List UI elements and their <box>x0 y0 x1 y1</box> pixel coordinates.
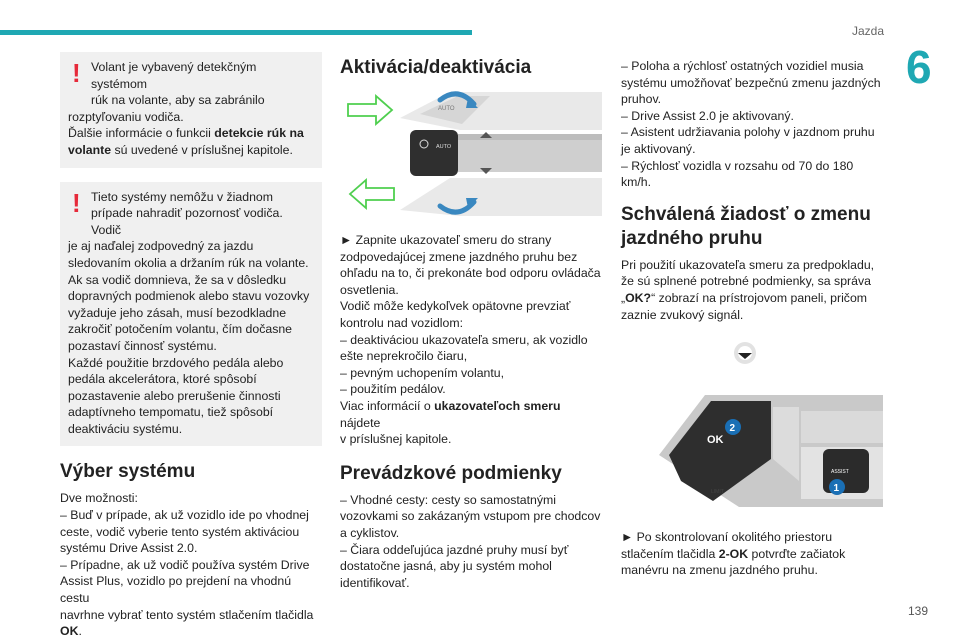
body-line: identifikovať. <box>340 575 410 590</box>
section-heading-lane-change-request: Schválená žiadosť o zmenu jazdného pruhu <box>621 203 871 249</box>
body-line: stlačením tlačidla 2-OK potvrďte začiatok <box>621 546 846 561</box>
page-header-title: Jazda <box>852 24 885 38</box>
body-line: je aktivovaný. <box>621 141 696 156</box>
note-line: adaptívneho tempomatu, tiež spôsobí <box>68 405 274 420</box>
note-line: pedála akcelerátora, ktoré spôsobí <box>68 372 257 387</box>
figure-turn-signal-stalk <box>340 90 602 218</box>
note-line: deaktiváciu systému. <box>68 421 183 436</box>
stalk-down-position <box>400 178 602 216</box>
body-line: že sú splnené potrebné podmienky, sa správa <box>621 274 871 289</box>
body-line: – Buď v prípade, ak už vozidlo ide po vhodnej <box>60 508 309 523</box>
body-line: zodpovedajúcej zmene jazdného pruhu bez <box>340 249 578 264</box>
note-line: sledovaním okolia a držaním rúk na volante. <box>68 255 309 270</box>
note-line: pozastavenie alebo prerušenie činnosti <box>68 388 281 403</box>
body-line: – použitím pedálov. <box>340 382 446 397</box>
callout-badge-1: 1 <box>833 483 840 495</box>
header-accent-bar <box>0 30 472 35</box>
body-line: Dve možnosti: <box>60 491 138 506</box>
note-line: je aj naďalej zodpovedný za jazdu <box>68 239 254 254</box>
warning-exclamation-icon: ! <box>72 58 81 88</box>
body-line: – Vhodné cesty: cesty so samostatnými <box>340 492 556 507</box>
body-line: ceste, vodič vyberie tento systém aktiváciou <box>60 524 300 539</box>
body-line: dostatočne jasná, aby ju systém mohol <box>340 559 552 574</box>
info-note-hands-detection <box>60 52 322 168</box>
arrow-left-icon <box>350 180 394 208</box>
page-number: 139 <box>908 604 929 618</box>
body-line: zaznie zvukový signál. <box>621 307 744 322</box>
body-line: Vodič môže kedykoľvek opätovne prevziať <box>340 299 571 314</box>
callout-badge-2: 2 <box>729 423 736 435</box>
column-right <box>621 58 883 579</box>
stalk-auto-label: AUTO <box>436 144 452 150</box>
warning-note-driver-responsibility <box>60 182 322 447</box>
body-line: osvetlenia. <box>340 282 399 297</box>
section-heading-operating-conditions: Prevádzkové podmienky <box>340 462 562 484</box>
body-line: – pevným uchopením volantu, <box>340 365 505 380</box>
body-line: – Prípadne, ak už vodič používa systém Drive <box>60 557 310 572</box>
stalk-neutral-position <box>410 130 602 176</box>
arrow-right-icon <box>348 96 392 124</box>
figure-steering-wheel-buttons <box>621 331 883 519</box>
note-line: Každé použitie brzdového pedála alebo <box>68 355 284 370</box>
steering-wheel-icon <box>734 342 756 364</box>
body-line: navrhne vybrať tento systém stlačením tlačidla <box>60 607 314 622</box>
body-line: – Asistent udržiavania polohy v jazdnom pruhu <box>621 125 875 140</box>
ok-button-label: OK <box>707 434 724 447</box>
body-line: systému umožňovať bezpečnú zmenu jazdných <box>621 75 881 90</box>
column-middle <box>340 52 602 591</box>
stalk-illustration <box>340 90 602 218</box>
body-line: ► Zapnite ukazovateľ smeru do strany <box>340 233 552 247</box>
note-line: rozptyľovaniu vodiča. <box>68 109 184 124</box>
note-line: rúk na volante, aby sa zabránilo <box>91 93 265 108</box>
assist-button-label: ASSIST <box>831 469 849 476</box>
note-line: volante sú uvedené v príslušnej kapitole. <box>68 142 293 157</box>
body-line: Viac informácií o ukazovateľoch smeru nájdete <box>340 398 561 430</box>
body-line: – Rýchlosť vozidla v rozsahu od 70 do 180 <box>621 158 854 173</box>
body-line: kontrolu nad vozidlom: <box>340 315 464 330</box>
body-line: km/h. <box>621 175 652 190</box>
note-line: pozastaví činnosť systému. <box>68 338 217 353</box>
stalk-up-position <box>400 92 602 130</box>
column-left <box>60 52 322 640</box>
chapter-number: 6 <box>906 41 932 93</box>
body-line: v príslušnej kapitole. <box>340 432 452 447</box>
note-line: zakročiť potočením volantu, čím dočasne <box>68 322 293 337</box>
body-line: ešte neprekročilo čiaru, <box>340 349 468 364</box>
body-line: a cyklistov. <box>340 525 400 540</box>
body-line: manévru na zmenu jazdného pruhu. <box>621 563 818 578</box>
limit-button-label: LIMIT <box>711 489 724 496</box>
body-line: – Drive Assist 2.0 je aktivovaný. <box>621 108 794 123</box>
note-line: vyžaduje jeho zásah, musí bezodkladne <box>68 305 287 320</box>
body-line: OK. <box>60 624 82 639</box>
body-line: – Čiara oddeľujúca jazdné pruhy musí byť <box>340 542 569 557</box>
steering-buttons-illustration <box>621 331 883 519</box>
body-line: pruhov. <box>621 92 662 107</box>
note-line: Ak sa vodič domnieva, že sa v dôsledku <box>68 272 287 287</box>
warning-exclamation-icon: ! <box>72 187 81 218</box>
note-line: prípade nahradiť pozornosť vodiča. Vodič <box>91 206 283 237</box>
body-line: vozovkami so zakázaným vstupom pre chodcov <box>340 509 601 524</box>
body-line: systému Drive Assist 2.0. <box>60 541 198 556</box>
body-line: – deaktiváciou ukazovateľa smeru, ak vozidlo <box>340 332 588 347</box>
body-line: ohľadu na to, či prekonáte bod odporu ovládača <box>340 266 601 281</box>
note-line: dopravných podmienok alebo stavu vozovky <box>68 289 310 304</box>
note-line: Ďalšie informácie o funkcii detekcie rúk na <box>68 126 304 141</box>
section-heading-system-selection: Výber systému <box>60 461 196 483</box>
body-line: Pri použití ukazovateľa smeru za predpokladu, <box>621 257 875 272</box>
stalk-auto-label: AUTO <box>438 106 455 112</box>
body-line: „OK?“ zobrazí na prístrojovom paneli, pričom <box>621 290 868 305</box>
section-heading-activation: Aktivácia/deaktivácia <box>340 57 532 78</box>
body-line: Assist Plus, vozidlo po prejdení na vhodnú cestu <box>60 574 292 606</box>
note-line: Tieto systémy nemôžu v žiadnom <box>91 189 274 204</box>
body-line: ► Po skontrolovaní okolitého priestoru <box>621 530 833 545</box>
steering-control-panel <box>659 395 883 507</box>
note-line: Volant je vybavený detekčným systémom <box>91 60 257 91</box>
body-line: – Poloha a rýchlosť ostatných vozidiel musia <box>621 59 864 73</box>
